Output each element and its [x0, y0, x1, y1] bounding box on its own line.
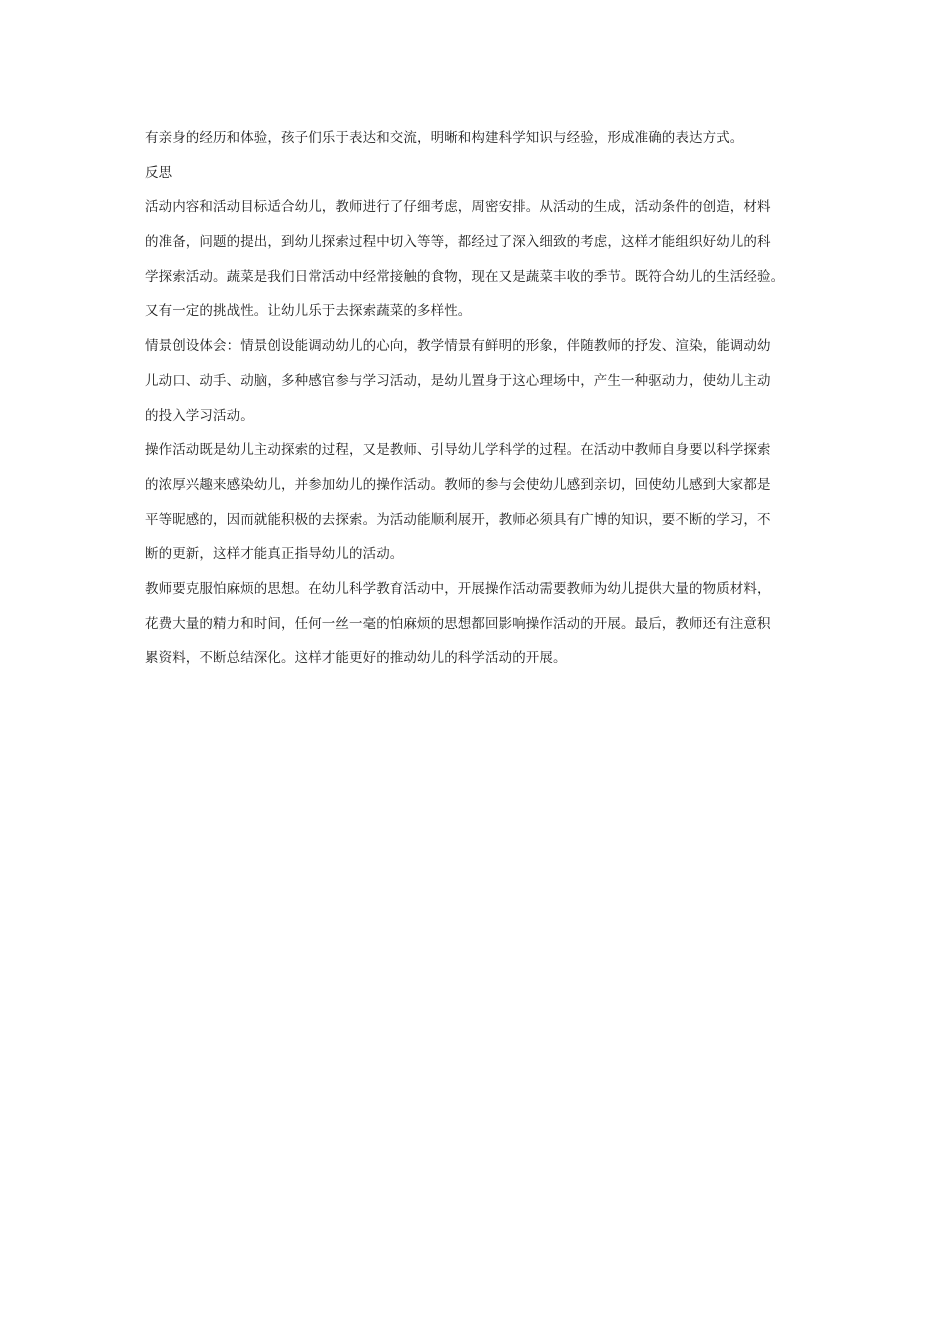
text-line: 情景创设体会：情景创设能调动幼儿的心向，教学情景有鲜明的形象，伴随教师的抒发、渲染，能调动幼 — [145, 338, 771, 355]
text-line: 操作活动既是幼儿主动探索的过程，又是教师、引导幼儿学科学的过程。在活动中教师自身要以科学探索 — [145, 442, 771, 459]
text-line: 学探索活动。蔬菜是我们日常活动中经常接触的食物，现在又是蔬菜丰收的季节。既符合幼儿的生活经验。 — [145, 268, 785, 285]
text-line: 的投入学习活动。 — [145, 407, 254, 424]
text-line: 累资料，不断总结深化。这样才能更好的推动幼儿的科学活动的开展。 — [145, 650, 567, 667]
text-line: 平等昵感的，因而就能积极的去探索。为活动能顺利展开，教师必须具有广博的知识，要不断的学习，不 — [145, 511, 771, 528]
text-line: 断的更新，这样才能真正指导幼儿的活动。 — [145, 546, 404, 563]
document-body — [145, 128, 817, 683]
section-heading: 反思 — [145, 164, 173, 181]
text-line: 活动内容和活动目标适合幼儿，教师进行了仔细考虑，周密安排。从活动的生成，活动条件的创造，材料 — [145, 199, 771, 216]
text-line: 的浓厚兴趣来感染幼儿，并参加幼儿的操作活动。教师的参与会使幼儿感到亲切，回使幼儿感到大家都是 — [145, 476, 771, 493]
text-line: 儿动口、动手、动脑，多种感官参与学习活动，是幼儿置身于这心理场中，产生一种驱动力，使幼儿主动 — [145, 372, 771, 389]
text-line: 的准备，问题的提出，到幼儿探索过程中切入等等，都经过了深入细致的考虑，这样才能组织好幼儿的科 — [145, 234, 771, 251]
text-line: 有亲身的经历和体验，孩子们乐于表达和交流，明晰和构建科学知识与经验，形成准确的表达方式。 — [145, 130, 744, 146]
text-line: 花费大量的精力和时间，任何一丝一毫的怕麻烦的思想都回影响操作活动的开展。最后，教师还有注意积 — [145, 615, 771, 632]
text-line: 又有一定的挑战性。让幼儿乐于去探索蔬菜的多样性。 — [145, 303, 472, 320]
text-line: 教师要克服怕麻烦的思想。在幼儿科学教育活动中，开展操作活动需要教师为幼儿提供大量的物质材料， — [145, 580, 771, 597]
